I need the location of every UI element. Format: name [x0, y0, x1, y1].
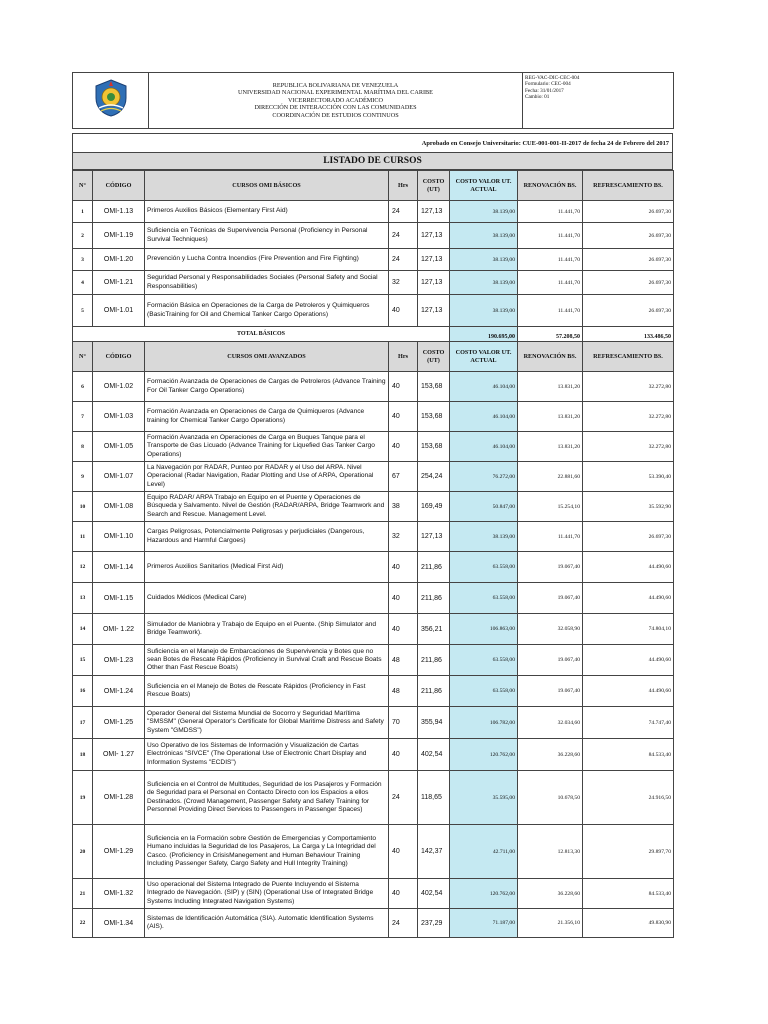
course-hours: 24 [389, 249, 418, 271]
row-number: 10 [73, 492, 93, 522]
course-refresh: 26.697,30 [583, 223, 674, 249]
course-name: Operador General del Sistema Mundial de Socorro y Seguridad Marítima "SMSSM" (General Operator's Certificate for Global Maritime Distress and Safety System "GMDSS") [145, 707, 389, 739]
course-code: OMI-1.05 [93, 432, 145, 462]
row-number: 19 [73, 771, 93, 825]
course-hours: 40 [389, 825, 418, 879]
course-renewal: 13.831,20 [518, 372, 583, 402]
course-refresh: 74.804,10 [583, 614, 674, 645]
course-code: OMI-1.07 [93, 462, 145, 492]
table-row [73, 432, 674, 462]
col-value: COSTO VALOR UT. ACTUAL [450, 171, 518, 201]
col-cost: COSTO (UT) [418, 342, 450, 372]
course-renewal: 11.441,70 [518, 295, 583, 327]
course-code: OMI-1.23 [93, 645, 145, 676]
row-number: 2 [73, 223, 93, 249]
course-name: Uso Operativo de los Sistemas de Información y Visualización de Cartas Electrónicas "SIVCE" (The Operational Use of Electronic Chart Display and Information Systems "ECDIS") [145, 739, 389, 771]
course-value: 63.558,00 [450, 552, 518, 583]
course-name: Suficiencia en el Manejo de Embarcaciones de Supervivencia y Botes que no sean Botes de Rescate Rápidos (Proficiency in Survival Craft and Rescue Boats Other than Fast Rescue Boats) [145, 645, 389, 676]
table-row [73, 771, 674, 825]
course-cost-ut: 402,54 [418, 879, 450, 909]
row-number: 12 [73, 552, 93, 583]
course-hours: 67 [389, 462, 418, 492]
course-cost-ut: 356,21 [418, 614, 450, 645]
total-basic-renewal: 57.208,50 [518, 327, 583, 342]
row-number: 6 [73, 372, 93, 402]
course-value: 63.558,00 [450, 583, 518, 614]
course-code: OMI-1.15 [93, 583, 145, 614]
course-name: Suficiencia en la Formación sobre Gestión de Emergencias y Comportamiento Humano incluidas la Seguridad de los Pasajeros, La Carga y La Integridad del Casco. (Proficiency in CrisisManegement and Human Behaviour Training Including Passenger Safety, Cargo Safety and Hull Integrity Training) [145, 825, 389, 879]
course-name: Suficiencia en el Manejo de Botes de Rescate Rápidos (Proficiency in Fast Rescue Boats) [145, 676, 389, 707]
course-refresh: 44.490,60 [583, 583, 674, 614]
course-renewal: 36.228,60 [518, 739, 583, 771]
course-code: OMI-1.10 [93, 522, 145, 552]
row-number: 17 [73, 707, 93, 739]
course-renewal: 19.067,40 [518, 552, 583, 583]
course-renewal: 15.254,10 [518, 492, 583, 522]
row-number: 15 [73, 645, 93, 676]
row-number: 20 [73, 825, 93, 879]
course-hours: 48 [389, 645, 418, 676]
course-code: OMI-1.32 [93, 879, 145, 909]
course-refresh: 32.272,80 [583, 372, 674, 402]
col-code: CÓDIGO [93, 171, 145, 201]
course-renewal: 32.034,60 [518, 707, 583, 739]
institution-line: DIRECCIÓN DE INTERACCIÓN CON LAS COMUNIDADES [254, 104, 417, 112]
course-name: Sistemas de Identificación Automática (SIA). Automatic Identification Systems (AIS). [145, 909, 389, 938]
meta-line: Cambio: 01 [525, 94, 550, 101]
course-refresh: 35.592,90 [583, 492, 674, 522]
course-refresh: 44.490,60 [583, 676, 674, 707]
col-hrs: Hrs [389, 342, 418, 372]
course-name: Suficiencia en Técnicas de Supervivencia Personal (Proficiency in Personal Survival Techniques) [145, 223, 389, 249]
course-refresh: 26.697,30 [583, 295, 674, 327]
course-value: 46.104,00 [450, 432, 518, 462]
course-hours: 40 [389, 583, 418, 614]
course-refresh: 84.533,40 [583, 739, 674, 771]
col-renov: RENOVACIÓN BS. [518, 171, 583, 201]
table-row [73, 402, 674, 432]
course-value: 42.711,00 [450, 825, 518, 879]
total-basic-row [73, 327, 674, 342]
table-row [73, 676, 674, 707]
course-renewal: 12.813,30 [518, 825, 583, 879]
logo-cell [73, 73, 149, 129]
course-refresh: 44.490,60 [583, 645, 674, 676]
row-number: 18 [73, 739, 93, 771]
course-name: Cuidados Médicos (Medical Care) [145, 583, 389, 614]
course-refresh: 74.747,40 [583, 707, 674, 739]
course-code: OMI-1.14 [93, 552, 145, 583]
course-renewal: 13.831,20 [518, 432, 583, 462]
course-value: 71.187,00 [450, 909, 518, 938]
form-metadata [523, 73, 674, 129]
course-refresh: 26.697,30 [583, 201, 674, 223]
course-cost-ut: 169,49 [418, 492, 450, 522]
course-code: OMI-1.20 [93, 249, 145, 271]
course-code: OMI- 1.22 [93, 614, 145, 645]
col-name: CURSOS OMI AVANZADOS [145, 342, 389, 372]
course-cost-ut: 153,68 [418, 432, 450, 462]
table-row [73, 295, 674, 327]
table-row [73, 223, 674, 249]
approval-table [72, 133, 673, 170]
row-number: 14 [73, 614, 93, 645]
course-code: OMI-1.25 [93, 707, 145, 739]
row-number: 4 [73, 271, 93, 295]
course-refresh: 26.697,30 [583, 249, 674, 271]
course-cost-ut: 211,86 [418, 645, 450, 676]
course-name: Uso operacional del Sistema Integrado de Puente Incluyendo el Sistema Integrado de Navegación. (SIP) y (SIN) (Operational Use of Integrated Bridge Systems Including Integrated Navigation Systems) [145, 879, 389, 909]
course-name: Seguridad Personal y Responsabilidades Sociales (Personal Safety and Social Responsabilities) [145, 271, 389, 295]
course-renewal: 32.058,90 [518, 614, 583, 645]
course-code: OMI-1.19 [93, 223, 145, 249]
course-cost-ut: 127,13 [418, 223, 450, 249]
course-hours: 40 [389, 614, 418, 645]
header-table [72, 72, 674, 129]
course-name: Equipo RADAR/ ARPA Trabajo en Equipo en el Puente y Operaciones de Búsqueda y Salvamento. Nivel de Gestión (RADAR/ARPA, Bridge Teamwork and Search and Rescue. Management Level. [145, 492, 389, 522]
course-hours: 38 [389, 492, 418, 522]
table-row [73, 372, 674, 402]
meta-line: Fecha: 31/01/2017 [525, 87, 564, 94]
course-hours: 70 [389, 707, 418, 739]
course-value: 46.104,00 [450, 402, 518, 432]
column-header-row [73, 171, 674, 201]
table-row [73, 492, 674, 522]
table-row [73, 707, 674, 739]
row-number: 8 [73, 432, 93, 462]
approval-note: Aprobado en Consejo Universitario: CUE-001-001-II-2017 de fecha 24 de Febrero del 2017 [73, 134, 673, 153]
course-value: 76.272,00 [450, 462, 518, 492]
table-row [73, 201, 674, 223]
course-code: OMI-1.21 [93, 271, 145, 295]
course-value: 50.847,00 [450, 492, 518, 522]
table-row [73, 552, 674, 583]
course-renewal: 11.441,70 [518, 522, 583, 552]
course-cost-ut: 127,13 [418, 295, 450, 327]
course-value: 106.782,00 [450, 707, 518, 739]
course-value: 38.139,00 [450, 522, 518, 552]
course-name: Formación Avanzada de Operaciones de Cargas de Petroleros (Advance Training For Oil Tanker Cargo Operations) [145, 372, 389, 402]
course-name: La Navegación por RADAR, Punteo por RADAR y el Uso del ARPA. Nivel Operacional (Radar Navigation, Radar Plotting and Use of ARPA, Operational Level) [145, 462, 389, 492]
course-cost-ut: 211,86 [418, 552, 450, 583]
institution-line: COORDINACIÓN DE ESTUDIOS CONTINUOS [272, 111, 399, 119]
col-renov: RENOVACIÓN BS. [518, 342, 583, 372]
course-cost-ut: 254,24 [418, 462, 450, 492]
course-hours: 40 [389, 739, 418, 771]
total-basic-refresh: 133.486,50 [583, 327, 674, 342]
course-hours: 32 [389, 522, 418, 552]
course-value: 120.762,00 [450, 879, 518, 909]
course-code: OMI- 1.27 [93, 739, 145, 771]
total-basic-value: 190.695,00 [450, 327, 518, 342]
course-hours: 40 [389, 372, 418, 402]
institution-line: REPUBLICA BOLIVARIANA DE VENEZUELA [272, 81, 399, 89]
col-name: CURSOS OMI BÁSICOS [145, 171, 389, 201]
col-value: COSTO VALOR UT. ACTUAL [450, 342, 518, 372]
course-value: 38.139,00 [450, 201, 518, 223]
table-row [73, 614, 674, 645]
course-code: OMI-1.03 [93, 402, 145, 432]
institution-block [149, 73, 523, 129]
course-name: Primeros Auxilios Sanitarios (Medical First Aid) [145, 552, 389, 583]
document-page [72, 72, 673, 938]
course-code: OMI-1.28 [93, 771, 145, 825]
meta-line: REG-VAC-DIC-CEC-004 [525, 75, 580, 81]
course-cost-ut: 402,54 [418, 739, 450, 771]
table-row [73, 522, 674, 552]
course-hours: 40 [389, 402, 418, 432]
course-renewal: 36.228,60 [518, 879, 583, 909]
column-header-row [73, 342, 674, 372]
course-name: Primeros Auxilios Básicos (Elementary First Aid) [145, 201, 389, 223]
course-value: 120.762,00 [450, 739, 518, 771]
row-number: 21 [73, 879, 93, 909]
col-refresh: REFRESCAMIENTO BS. [583, 342, 674, 372]
course-name: Formación Avanzada en Operaciones de Carga en Buques Tanque para el Transporte de Gas Licuado (Advance Training for Liquefied Gas Tanker Cargo Operations) [145, 432, 389, 462]
course-refresh: 32.272,80 [583, 432, 674, 462]
course-name: Cargas Peligrosas, Potencialmente Peligrosas y perjudiciales (Dangerous, Hazardous and Harmful Cargoes) [145, 522, 389, 552]
course-renewal: 11.441,70 [518, 223, 583, 249]
course-cost-ut: 153,68 [418, 402, 450, 432]
row-number: 3 [73, 249, 93, 271]
course-code: OMI-1.08 [93, 492, 145, 522]
course-value: 63.558,00 [450, 676, 518, 707]
col-hrs: Hrs [389, 171, 418, 201]
institution-line: UNIVERSIDAD NACIONAL EXPERIMENTAL MARÍTIMA DEL CARIBE [238, 89, 433, 97]
course-name: Formación Básica en Operaciones de la Carga de Petroleros y Quimiqueros (BasicTraining for Oil and Chemical Tanker Cargo Operations) [145, 295, 389, 327]
course-value: 35.595,00 [450, 771, 518, 825]
table-row [73, 645, 674, 676]
course-code: OMI-1.13 [93, 201, 145, 223]
course-cost-ut: 118,65 [418, 771, 450, 825]
course-cost-ut: 127,13 [418, 522, 450, 552]
course-refresh: 53.390,40 [583, 462, 674, 492]
course-renewal: 19.067,40 [518, 583, 583, 614]
course-refresh: 44.490,60 [583, 552, 674, 583]
course-value: 46.104,00 [450, 372, 518, 402]
course-renewal: 10.678,50 [518, 771, 583, 825]
course-cost-ut: 127,13 [418, 271, 450, 295]
row-number: 5 [73, 295, 93, 327]
row-number: 11 [73, 522, 93, 552]
course-cost-ut: 127,13 [418, 201, 450, 223]
courses-table [72, 170, 674, 938]
course-code: OMI-1.02 [93, 372, 145, 402]
col-cost: COSTO (UT) [418, 171, 450, 201]
course-hours: 24 [389, 909, 418, 938]
university-seal-icon [93, 78, 129, 118]
course-renewal: 19.067,40 [518, 645, 583, 676]
course-hours: 24 [389, 771, 418, 825]
row-number: 9 [73, 462, 93, 492]
course-hours: 24 [389, 201, 418, 223]
course-cost-ut: 153,68 [418, 372, 450, 402]
page-title: LISTADO DE CURSOS [73, 153, 673, 170]
course-value: 38.139,00 [450, 249, 518, 271]
course-refresh: 24.916,50 [583, 771, 674, 825]
course-hours: 24 [389, 223, 418, 249]
table-row [73, 739, 674, 771]
col-n: N° [73, 171, 93, 201]
course-renewal: 11.441,70 [518, 249, 583, 271]
table-row [73, 271, 674, 295]
course-cost-ut: 355,94 [418, 707, 450, 739]
course-code: OMI-1.29 [93, 825, 145, 879]
course-cost-ut: 237,29 [418, 909, 450, 938]
course-name: Formación Avanzada en Operaciones de Carga de Quimiqueros (Advance training for Chemical Tanker Cargo Operations) [145, 402, 389, 432]
course-renewal: 11.441,70 [518, 201, 583, 223]
course-cost-ut: 211,86 [418, 676, 450, 707]
course-name: Simulador de Maniobra y Trabajo de Equipo en el Puente. (Ship Simulator and Bridge Teamwork). [145, 614, 389, 645]
col-code: CÓDIGO [93, 342, 145, 372]
course-value: 106.863,00 [450, 614, 518, 645]
course-refresh: 32.272,80 [583, 402, 674, 432]
course-refresh: 29.897,70 [583, 825, 674, 879]
row-number: 1 [73, 201, 93, 223]
table-row [73, 825, 674, 879]
row-number: 13 [73, 583, 93, 614]
course-renewal: 11.441,70 [518, 271, 583, 295]
course-hours: 48 [389, 676, 418, 707]
course-refresh: 26.697,30 [583, 522, 674, 552]
institution-line: VICERRECTORADO ACADÉMICO [288, 96, 383, 104]
course-renewal: 19.067,40 [518, 676, 583, 707]
table-row [73, 909, 674, 938]
course-refresh: 26.697,30 [583, 271, 674, 295]
course-value: 38.139,00 [450, 295, 518, 327]
col-n: N° [73, 342, 93, 372]
course-renewal: 21.356,10 [518, 909, 583, 938]
course-hours: 40 [389, 432, 418, 462]
course-value: 38.139,00 [450, 271, 518, 295]
course-refresh: 49.830,90 [583, 909, 674, 938]
row-number: 7 [73, 402, 93, 432]
course-code: OMI-1.01 [93, 295, 145, 327]
col-refresh: REFRESCAMIENTO BS. [583, 171, 674, 201]
course-hours: 40 [389, 552, 418, 583]
row-number: 22 [73, 909, 93, 938]
course-name: Suficiencia en el Control de Multitudes, Seguridad de los Pasajeros y Formación de Seguridad para el Personal en Contacto Directo con los Espacios a ellos Destinados. (Crowd Management, Passenger Safety and Safety Training for Personnel Providing Direct Services to Passengers in Passenger Spaces) [145, 771, 389, 825]
course-hours: 32 [389, 271, 418, 295]
course-cost-ut: 142,37 [418, 825, 450, 879]
meta-line: Formulario: CEC-004 [525, 81, 571, 88]
course-hours: 40 [389, 295, 418, 327]
course-refresh: 84.533,40 [583, 879, 674, 909]
course-renewal: 22.881,60 [518, 462, 583, 492]
course-hours: 40 [389, 879, 418, 909]
table-row [73, 879, 674, 909]
course-cost-ut: 127,13 [418, 249, 450, 271]
table-row [73, 249, 674, 271]
course-value: 63.558,00 [450, 645, 518, 676]
course-name: Prevención y Lucha Contra Incendios (Fire Prevention and Fire Fighting) [145, 249, 389, 271]
course-cost-ut: 211,86 [418, 583, 450, 614]
course-renewal: 13.831,20 [518, 402, 583, 432]
total-basic-label: TOTAL BÁSICOS [73, 327, 450, 342]
course-code: OMI-1.24 [93, 676, 145, 707]
row-number: 16 [73, 676, 93, 707]
course-value: 38.139,00 [450, 223, 518, 249]
table-row [73, 462, 674, 492]
table-row [73, 583, 674, 614]
course-code: OMI-1.34 [93, 909, 145, 938]
